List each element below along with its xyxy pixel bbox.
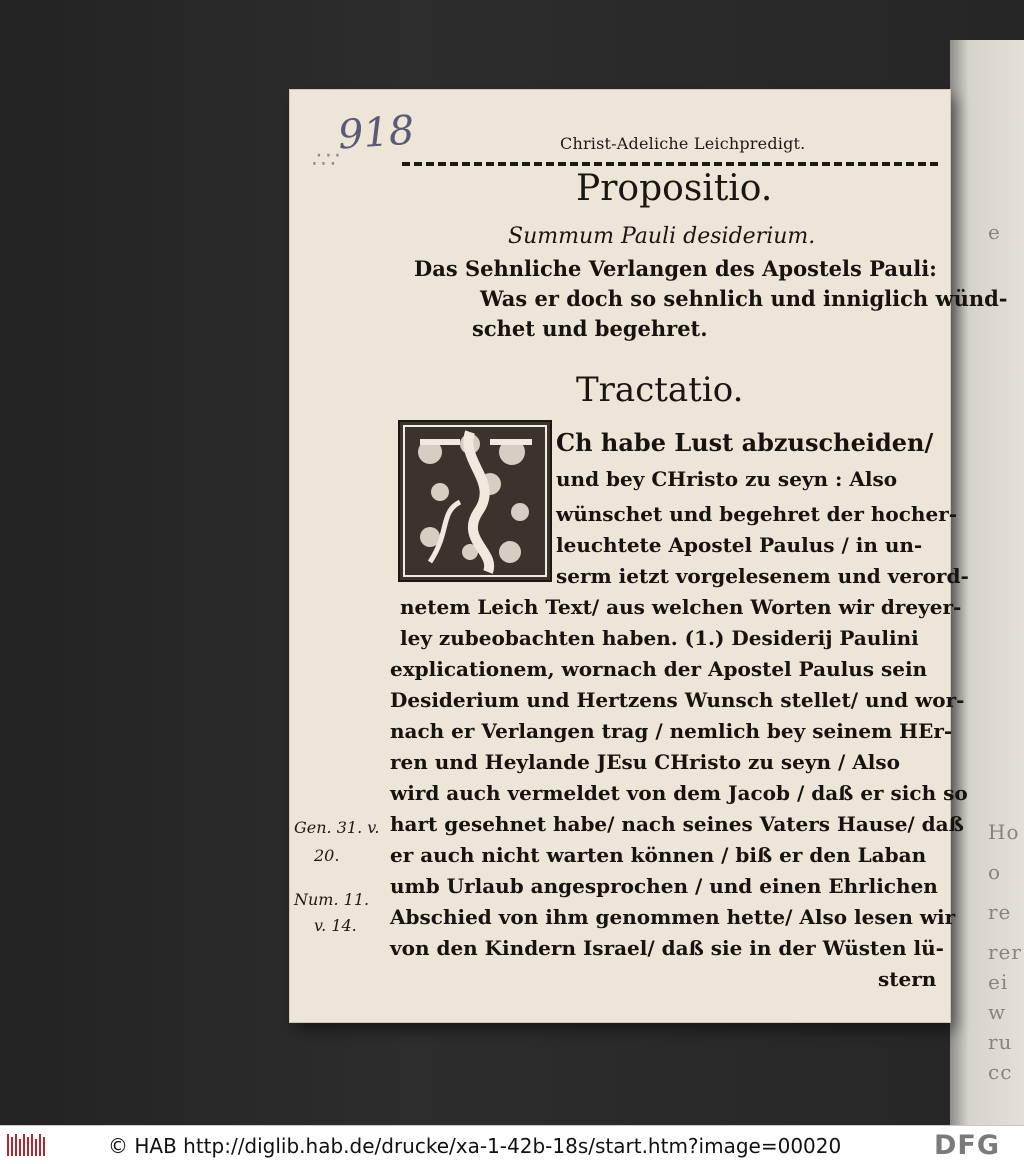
ghost-text: ei (988, 970, 1009, 994)
body-line: ley zubeobachten haben. (1.) Desiderij Paulini (400, 626, 919, 650)
body-line: Desiderium und Hertzens Wunsch stellet/ und wor- (390, 688, 965, 712)
running-head: Christ-Adeliche Leichpredigt. (560, 134, 806, 153)
decorated-initial-icon (398, 420, 552, 582)
ghost-text: ru (988, 1030, 1013, 1054)
body-line: umb Urlaub angesprochen / und einen Ehrlichen (390, 874, 938, 898)
dfg-logo: DFG (934, 1130, 1001, 1161)
ornament-icon (400, 422, 550, 580)
ghost-text: re (988, 900, 1012, 924)
pencil-mark: ∴∵ (312, 148, 340, 173)
margin-note: Gen. 31. v. (294, 818, 380, 837)
ghost-text: rer (988, 940, 1022, 964)
body-line: wünschet und begehret der hocher- (556, 502, 958, 526)
margin-note: 20. (314, 846, 340, 865)
ghost-text: w (988, 1000, 1007, 1024)
propositio-line: schet und begehret. (472, 316, 708, 341)
body-line: serm ietzt vorgelesenem und verord- (556, 564, 969, 588)
body-line: netem Leich Text/ aus welchen Worten wir dreyer- (400, 595, 962, 619)
body-line: explicationem, wornach der Apostel Paulus sein (390, 657, 928, 681)
propositio-line: Was er doch so sehnlich und inniglich wünd- (480, 286, 1008, 311)
margin-note: Num. 11. (294, 890, 370, 909)
body-line: leuchtete Apostel Paulus / in un- (556, 533, 923, 557)
folio-number: 918 (336, 107, 416, 159)
body-line: stern (878, 967, 937, 991)
body-line: nach er Verlangen trag / nemlich bey seinem HEr- (390, 719, 953, 743)
header-rule (402, 162, 938, 166)
body-line: und bey CHristo zu seyn : Also (556, 467, 898, 491)
body-line: ren und Heylande JEsu CHristo zu seyn / Also (390, 750, 900, 774)
ghost-text: cc (988, 1060, 1013, 1084)
propositio-heading: Propositio. (576, 168, 773, 209)
body-line: wird auch vermeldet von dem Jacob / daß er sich so (390, 781, 968, 805)
ghost-text: e (988, 220, 1001, 244)
propositio-line: Das Sehnliche Verlangen des Apostels Pauli: (414, 256, 937, 281)
footer-bar (0, 1125, 1024, 1164)
copyright-link[interactable]: © HAB http://diglib.hab.de/drucke/xa-1-42b-18s/start.htm?image=00020 (108, 1134, 842, 1158)
latin-subtitle: Summum Pauli desiderium. (508, 224, 816, 249)
margin-note: v. 14. (314, 916, 357, 935)
barcode-logo-icon (6, 1132, 46, 1158)
body-line: hart gesehnet habe/ nach seines Vaters Hause/ daß (390, 812, 964, 836)
ghost-text: o (988, 860, 1002, 884)
tractatio-heading: Tractatio. (576, 370, 744, 410)
body-line: er auch nicht warten können / biß er den Laban (390, 843, 927, 867)
body-line: Ch habe Lust abzuscheiden/ (556, 428, 934, 457)
body-line: von den Kindern Israel/ daß sie in der Wüsten lü- (390, 936, 944, 960)
body-line: Abschied von ihm genommen hette/ Also lesen wir (390, 905, 956, 929)
ghost-text: Ho (988, 820, 1020, 844)
